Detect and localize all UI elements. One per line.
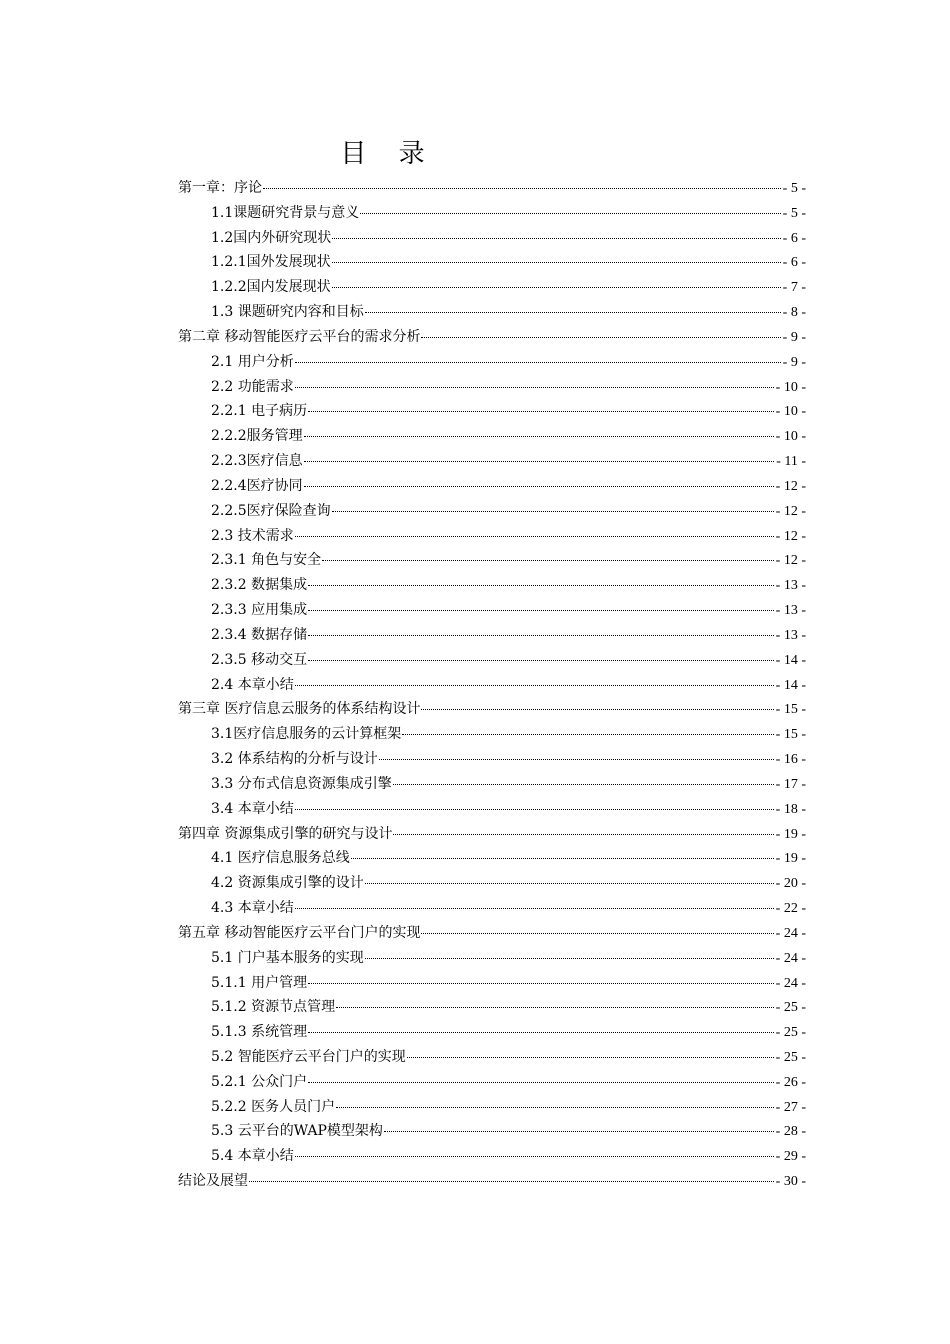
dot-leader [295,685,774,686]
toc-entry-page-number: - 10 - [775,404,806,420]
toc-entry-page-number: - 15 - [775,702,806,718]
toc-entry[interactable] [178,1119,806,1144]
dot-leader [295,362,781,363]
toc-entry-label: 3.4 本章小结 [211,800,294,817]
dot-leader [304,486,774,487]
dot-leader [332,511,774,512]
toc-entry-page-number: - 12 - [775,478,806,494]
toc-entry-label: 4.3 本章小结 [211,900,294,917]
dot-leader [295,1156,774,1157]
toc-entry-label: 结论及展望 [178,1173,248,1190]
toc-entry-page-number: - 14 - [775,677,806,693]
toc-entry[interactable] [178,697,806,722]
toc-entry-label: 2.2.5医疗保险查询 [211,502,331,519]
toc-entry-label: 3.3 分布式信息资源集成引擎 [211,775,392,792]
toc-entry[interactable] [178,176,806,201]
toc-entry[interactable] [178,449,806,474]
toc-entry-label: 第五章 移动智能医疗云平台门户的实现 [178,924,421,941]
toc-entry-label: 5.2 智能医疗云平台门户的实现 [211,1048,406,1065]
dot-leader [263,188,781,189]
toc-entry-page-number: - 11 - [776,454,806,470]
toc-entry-label: 1.3 课题研究内容和目标 [211,304,364,321]
toc-entry-label: 5.1.1 用户管理 [211,974,308,991]
dot-leader [332,262,781,263]
toc-entry-label: 4.1 医疗信息服务总线 [211,850,350,867]
toc-entry-page-number: - 18 - [775,801,806,817]
dot-leader [295,387,774,388]
toc-entry-label: 2.3 技术需求 [211,527,294,544]
toc-entry-page-number: - 24 - [775,950,806,966]
dot-leader [365,312,781,313]
toc-entry-label: 1.2国内外研究现状 [211,229,332,246]
dot-leader [336,1007,774,1008]
toc-entry[interactable] [178,1169,806,1194]
toc-entry-label: 5.3 云平台的WAP模型架构 [211,1123,383,1140]
toc-entry-page-number: - 13 - [775,578,806,594]
dot-leader [308,1082,774,1083]
dot-leader [308,660,774,661]
dot-leader [249,1181,774,1182]
toc-entry-page-number: - 5 - [782,181,806,196]
toc-entry[interactable] [178,474,806,499]
toc-entry[interactable] [178,747,806,772]
toc-entry[interactable] [178,846,806,871]
toc-entry[interactable] [178,350,806,375]
toc-entry-label: 5.2.2 医务人员门户 [211,1098,336,1115]
toc-entry-label: 2.2 功能需求 [211,378,294,395]
toc-entry-page-number: - 14 - [775,652,806,668]
toc-entry[interactable] [178,325,806,350]
toc-entry-label: 5.1.2 资源节点管理 [211,999,336,1016]
dot-leader [351,858,774,859]
toc-entry[interactable] [178,1045,806,1070]
dot-leader [421,337,780,338]
toc-entry-page-number: - 12 - [775,553,806,569]
toc-entry-page-number: - 26 - [775,1074,806,1090]
toc-entry-page-number: - 6 - [782,255,806,271]
toc-entry-page-number: - 16 - [775,752,806,768]
toc-entry[interactable] [178,1095,806,1120]
toc-entry-label: 2.3.1 角色与安全 [211,552,322,569]
dot-leader [421,933,773,934]
toc-entry-page-number: - 5 - [782,205,806,221]
dot-leader [336,1107,774,1108]
dot-leader [308,1032,774,1033]
toc-entry-label: 5.2.1 公众门户 [211,1073,308,1090]
toc-entry[interactable] [178,573,806,598]
toc-entry[interactable] [178,1020,806,1045]
page-title: 目 录 [340,139,437,169]
dot-leader [384,1131,774,1132]
toc-entry[interactable] [178,797,806,822]
toc-entry[interactable] [178,946,806,971]
toc-entry-label: 2.3.3 应用集成 [211,602,308,619]
toc-entry[interactable] [178,1144,806,1169]
toc-entry-label: 2.3.4 数据存储 [211,626,308,643]
toc-entry-page-number: - 7 - [782,280,806,296]
dot-leader [295,908,774,909]
toc-entry[interactable] [178,722,806,747]
toc-entry[interactable] [178,995,806,1020]
toc-entry-page-number: - 9 - [782,329,806,345]
toc-entry-label: 5.1.3 系统管理 [211,1024,308,1041]
toc-entry[interactable] [178,424,806,449]
dot-leader [304,436,774,437]
toc-entry-label: 3.1医疗信息服务的云计算框架 [211,726,402,743]
toc-entry-label: 2.3.2 数据集成 [211,577,308,594]
dot-leader [360,213,780,214]
toc-entry-page-number: - 24 - [775,975,806,991]
toc-entry[interactable] [178,648,806,673]
toc-entry-label: 第一章：序论 [178,180,262,196]
toc-entry[interactable] [178,226,806,251]
dot-leader [393,834,773,835]
toc-entry-label: 2.2.4医疗协同 [211,477,303,494]
toc-entry-page-number: - 20 - [775,876,806,892]
dot-leader [379,759,774,760]
dot-leader [295,536,774,537]
toc-entry-page-number: - 30 - [775,1174,806,1190]
table-of-contents [178,176,806,1194]
toc-entry[interactable] [178,399,806,424]
toc-entry[interactable] [178,822,806,847]
toc-entry[interactable] [178,623,806,648]
toc-entry-page-number: - 24 - [775,925,806,941]
dot-leader [295,809,774,810]
dot-leader [421,709,773,710]
dot-leader [332,287,781,288]
toc-entry-page-number: - 19 - [775,826,806,842]
toc-entry[interactable] [178,598,806,623]
toc-entry-page-number: - 13 - [775,627,806,643]
dot-leader [304,461,775,462]
dot-leader [402,734,773,735]
dot-leader [332,238,780,239]
toc-entry-page-number: - 15 - [775,727,806,743]
toc-entry-page-number: - 12 - [775,528,806,544]
toc-entry-page-number: - 8 - [782,305,806,321]
dot-leader [308,610,774,611]
toc-entry-label: 1.2.2国内发展现状 [211,279,331,296]
toc-entry-page-number: - 10 - [775,429,806,445]
toc-entry[interactable] [178,772,806,797]
toc-entry[interactable] [178,871,806,896]
toc-entry[interactable] [178,300,806,325]
toc-entry-page-number: - 17 - [775,776,806,792]
toc-entry-page-number: - 13 - [775,603,806,619]
dot-leader [407,1057,774,1058]
toc-entry-label: 第四章 资源集成引擎的研究与设计 [178,825,393,842]
toc-entry[interactable] [178,673,806,698]
toc-entry-page-number: - 25 - [775,1049,806,1065]
toc-entry[interactable] [178,921,806,946]
toc-entry-label: 2.3.5 移动交互 [211,651,308,668]
dot-leader [393,784,774,785]
toc-entry-page-number: - 29 - [775,1149,806,1165]
toc-entry-page-number: - 27 - [775,1099,806,1115]
toc-entry[interactable] [178,548,806,573]
toc-entry-label: 2.2.3医疗信息 [211,453,303,470]
toc-entry[interactable] [178,896,806,921]
dot-leader [365,883,774,884]
toc-entry[interactable] [178,499,806,524]
toc-entry[interactable] [178,275,806,300]
toc-entry-label: 4.2 资源集成引擎的设计 [211,875,364,892]
dot-leader [308,635,774,636]
dot-leader [365,958,774,959]
toc-entry[interactable] [178,250,806,275]
toc-entry-label: 2.2.1 电子病历 [211,403,308,420]
toc-entry[interactable] [178,971,806,996]
dot-leader [308,983,774,984]
toc-entry-label: 1.1课题研究背景与意义 [211,204,360,221]
toc-entry[interactable] [178,524,806,549]
toc-entry[interactable] [178,201,806,226]
toc-entry-page-number: - 22 - [775,901,806,917]
toc-entry-label: 2.1 用户分析 [211,353,294,370]
dot-leader [308,585,774,586]
toc-entry-label: 2.2.2服务管理 [211,428,303,445]
toc-entry-label: 5.1 门户基本服务的实现 [211,949,364,966]
toc-entry[interactable] [178,1070,806,1095]
toc-entry-label: 5.4 本章小结 [211,1148,294,1165]
toc-entry-page-number: - 12 - [775,503,806,519]
toc-entry-label: 1.2.1国外发展现状 [211,254,331,271]
toc-entry-label: 2.4 本章小结 [211,676,294,693]
toc-entry-label: 3.2 体系结构的分析与设计 [211,751,378,768]
toc-entry-page-number: - 25 - [775,1000,806,1016]
toc-entry-page-number: - 9 - [782,354,806,370]
toc-entry-page-number: - 19 - [775,851,806,867]
toc-entry-page-number: - 28 - [775,1124,806,1140]
toc-entry-label: 第二章 移动智能医疗云平台的需求分析 [178,328,421,345]
toc-entry-page-number: - 6 - [782,230,806,246]
toc-entry-page-number: - 25 - [775,1025,806,1041]
toc-entry-label: 第三章 医疗信息云服务的体系结构设计 [178,701,421,718]
dot-leader [308,411,774,412]
toc-entry-page-number: - 10 - [775,379,806,395]
dot-leader [322,560,774,561]
toc-entry[interactable] [178,375,806,400]
